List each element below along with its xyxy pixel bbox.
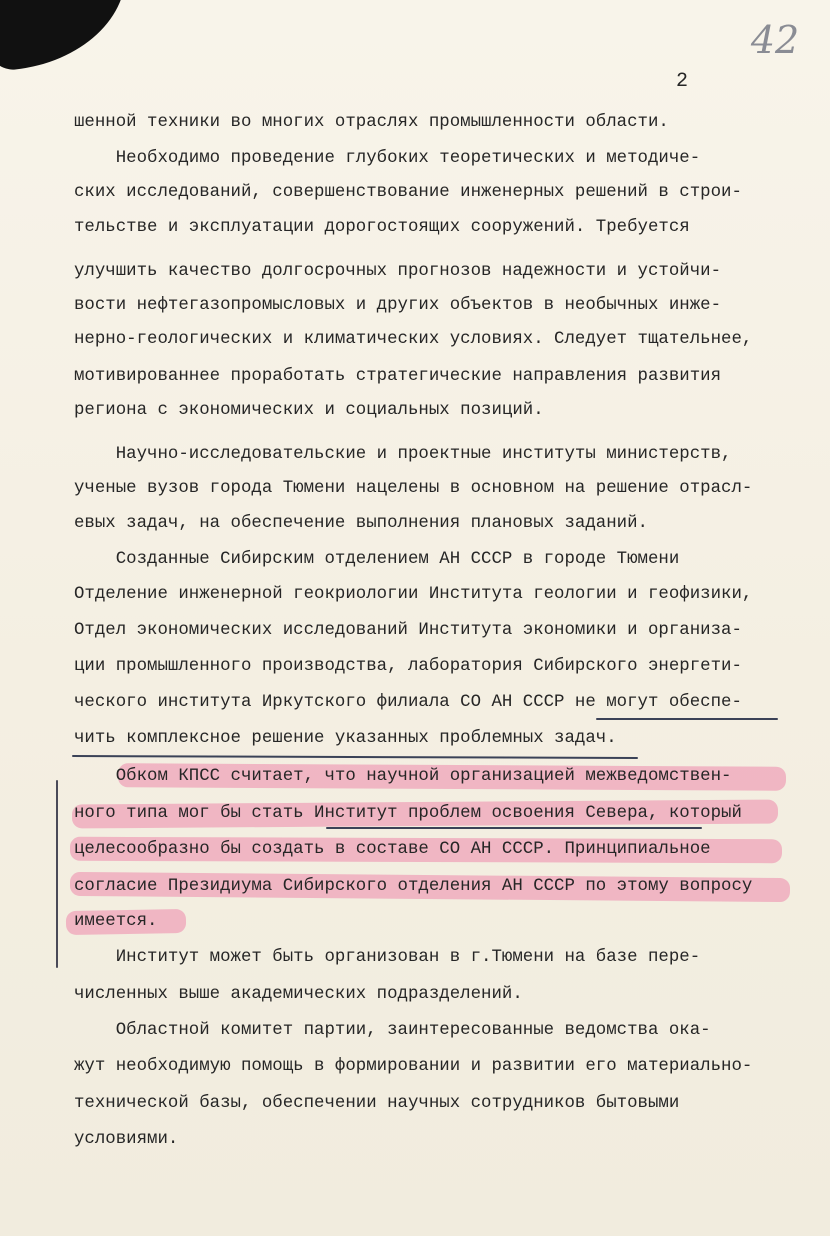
text-line: улучшить качество долгосрочных прогнозов надежности и устойчи- xyxy=(74,262,722,281)
text-line: тельстве и эксплуатации дорогостоящих сооружений. Требуется xyxy=(74,218,690,237)
text-line: нерно-геологических и климатических условиях. Следует тщательнее, xyxy=(74,330,753,349)
text-line: ученые вузов города Тюмени нацелены в основном на решение отрасл- xyxy=(74,479,753,498)
text-line: ских исследований, совершенствование инженерных решений в строи- xyxy=(74,183,742,202)
text-line: евых задач, на обеспечение выполнения плановых заданий. xyxy=(74,514,648,533)
text-line: Созданные Сибирским отделением АН СССР в городе Тюмени xyxy=(74,550,680,569)
text-line: численных выше академических подразделений. xyxy=(74,985,523,1004)
text-line: ции промышленного производства, лаборатория Сибирского энергети- xyxy=(74,657,742,676)
text-line: технической базы, обеспечении научных сотрудников бытовыми xyxy=(74,1094,680,1113)
margin-mark xyxy=(56,780,58,968)
text-line: региона с экономических и социальных позиций. xyxy=(74,401,544,420)
text-line: Обком КПСС считает, что научной организацией межведомствен- xyxy=(74,767,732,786)
text-line: условиями. xyxy=(74,1130,179,1149)
archive-number: 42 xyxy=(750,18,800,62)
text-line: жут необходимую помощь в формировании и развитии его материально- xyxy=(74,1057,753,1076)
text-line: мотивированнее проработать стратегические направления развития xyxy=(74,367,722,386)
text-line: имеется. xyxy=(74,912,158,931)
text-line: Научно-исследовательские и проектные институты министерств, xyxy=(74,445,732,464)
text-line: Институт может быть организован в г.Тюмени на базе пере- xyxy=(74,948,701,967)
text-line: ческого института Иркутского филиала СО АН СССР не могут обеспе- xyxy=(74,693,742,712)
text-line: чить комплексное решение указанных проблемных задач. xyxy=(74,729,617,748)
text-line: Отдел экономических исследований Института экономики и организа- xyxy=(74,621,742,640)
text-line: Отделение инженерной геокриологии Института геологии и геофизики, xyxy=(74,585,753,604)
text-line: целесообразно бы создать в составе СО АН СССР. Принципиальное xyxy=(74,840,711,859)
text-line: вости нефтегазопромысловых и других объектов в необычных инже- xyxy=(74,296,722,315)
text-line: Необходимо проведение глубоких теоретических и методиче- xyxy=(74,149,701,168)
page-number: 2 xyxy=(676,70,689,93)
text-line: ного типа мог бы стать Институт проблем освоения Севера, который xyxy=(74,804,742,823)
corner-stain xyxy=(0,0,135,73)
text-line: шенной техники во многих отраслях промышленности области. xyxy=(74,113,669,132)
text-line: согласие Президиума Сибирского отделения АН СССР по этому вопросу xyxy=(74,877,753,896)
text-line: Областной комитет партии, заинтересованные ведомства ока- xyxy=(74,1021,711,1040)
